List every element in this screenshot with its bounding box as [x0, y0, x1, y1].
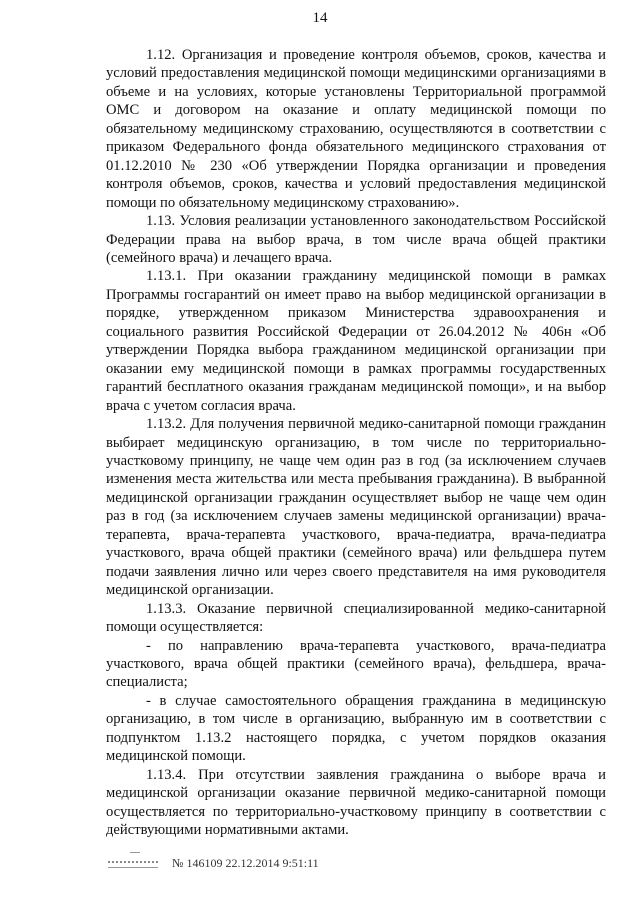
page-number: 14	[312, 10, 328, 26]
paragraph-1-13-1: 1.13.1. При оказании гражданину медицинской помощи в рамках Программы госгарантий он имеет право на выбор медицинской организации в порядке, утвержденном приказом Министерства здравоохранения и социального развития Российской Федерации от 26.04.2012 № 406н «Об утверждении Порядка выбора гражданином медицинской организации при оказании ему медицинской помощи в рамках программы государственных гарантий бесплатного оказания гражданам медицинской помощи», и на выбор врача с учетом согласия врача.	[106, 268, 606, 414]
paragraph-1-13: 1.13. Условия реализации установленного законодательством Российской Федерации права на выбор врача, в том числе врача общей практики (семейного врача) и лечащего врача.	[106, 213, 606, 266]
paragraph-1-13-3: 1.13.3. Оказание первичной специализированной медико-санитарной помощи осуществляется:	[106, 600, 606, 636]
registry-stamp-icon	[106, 852, 162, 874]
paragraph-1-13-2: 1.13.2. Для получения первичной медико-санитарной помощи гражданин выбирает медицинскую организацию, в том числе по территориально-участковому принципу, не чаще чем один раз в год (за исключением случаев изменения места жительства или места пребывания гражданина). В выбранной медицинской организации гражданин осуществляет выбор не чаще чем один раз в год (за исключением случаев замены медицинской организации) врача-терапевта, врача-терапевта участкового, врача-педиатра, врача-педиатра участкового, врача общей практики (семейного врача) или фельдшера путем подачи заявления лично или через своего представителя на имя руководителя медицинской организации.	[106, 416, 606, 599]
page-footer	[106, 852, 319, 874]
paragraph-1-13-4: 1.13.4. При отсутствии заявления гражданина о выборе врача и медицинской организации оказание первичной медико-санитарной помощи осуществляется по территориально-участковому принципу в соответствии с действующими нормативными актами.	[106, 766, 606, 839]
list-item-self-referral: - в случае самостоятельного обращения гражданина в медицинскую организацию, в том числе в организацию, выбранную им в соответствии с подпунктом 1.13.2 настоящего порядка, с учетом порядков оказания медицинской помощи.	[106, 692, 606, 765]
paragraph-1-12: 1.12. Организация и проведение контроля объемов, сроков, качества и условий предоставления медицинской помощи медицинскими организациями в объеме и на условиях, которые установлены Территориальной программой ОМС и договором на оказание и оплату медицинской помощи по обязательному медицинскому страхованию, осуществляются в соответствии с приказом Федерального фонда обязательного медицинского страхования от 01.12.2010 № 230 «Об утверждении Порядка организации и проведения контроля объемов, сроков, качества и условий предоставления медицинской помощи по обязательному медицинскому страхованию».	[106, 47, 606, 211]
document-body	[106, 46, 606, 839]
list-item-referral: - по направлению врача-терапевта участкового, врача-педиатра участкового, врача общей практики (семейного врача), фельдшера, врача-специалиста;	[106, 637, 606, 691]
document-registration-stamp: № 146109 22.12.2014 9:51:11	[172, 855, 319, 870]
